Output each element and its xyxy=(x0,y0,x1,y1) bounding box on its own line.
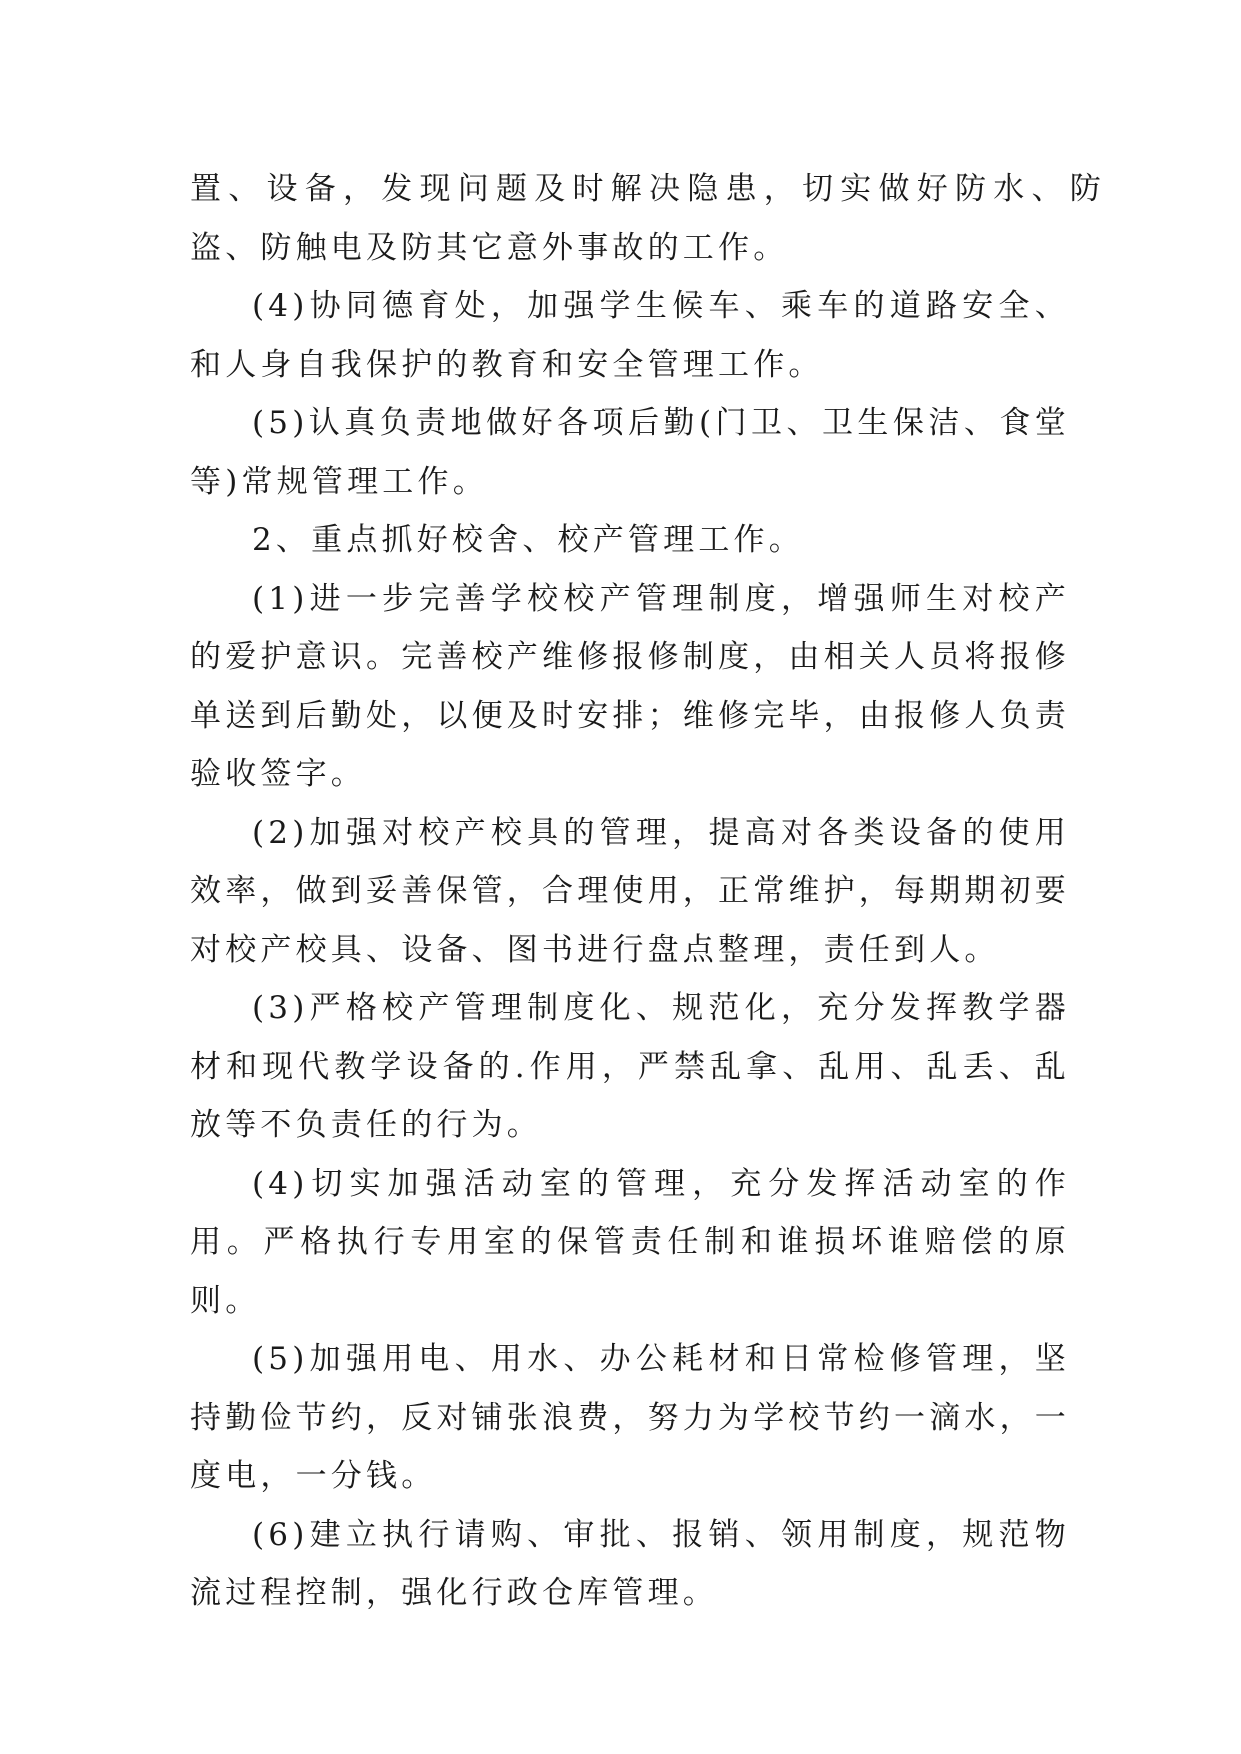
paragraph: (5)认真负责地做好各项后勤(门卫、卫生保洁、食堂等)常规管理工作。 xyxy=(190,405,1070,500)
paragraph: 置、设备，发现问题及时解决隐患，切实做好防水、防盗、防触电及防其它意外事故的工作。 xyxy=(190,171,1105,266)
document-body xyxy=(190,160,1105,1623)
paragraph: (1)进一步完善学校校产管理制度，增强师生对校产的爱护意识。完善校产维修报修制度，由相关人员将报修单送到后勤处，以便及时安排；维修完毕，由报修人负责验收签字。 xyxy=(190,580,1070,792)
paragraph: (2)加强对校产校具的管理，提高对各类设备的使用效率，做到妥善保管，合理使用，正常维护，每期期初要对校产校具、设备、图书进行盘点整理，责任到人。 xyxy=(190,814,1070,968)
paragraph: (6)建立执行请购、审批、报销、领用制度，规范物流过程控制，强化行政仓库管理。 xyxy=(190,1516,1070,1611)
paragraph: (3)严格校产管理制度化、规范化，充分发挥教学器材和现代教学设备的.作用，严禁乱拿、乱用、乱丢、乱放等不负责任的行为。 xyxy=(190,990,1070,1143)
paragraph: (4)协同德育处，加强学生候车、乘车的道路安全、和人身自我保护的教育和安全管理工作。 xyxy=(190,288,1070,383)
paragraph: (4)切实加强活动室的管理，充分发挥活动室的作用。严格执行专用室的保管责任制和谁损坏谁赔偿的原则。 xyxy=(190,1165,1070,1319)
paragraph: (5)加强用电、用水、办公耗材和日常检修管理，坚持勤俭节约，反对铺张浪费，努力为学校节约一滴水，一度电，一分钱。 xyxy=(190,1341,1070,1494)
section-heading: 2、重点抓好校舍、校产管理工作。 xyxy=(252,522,804,558)
